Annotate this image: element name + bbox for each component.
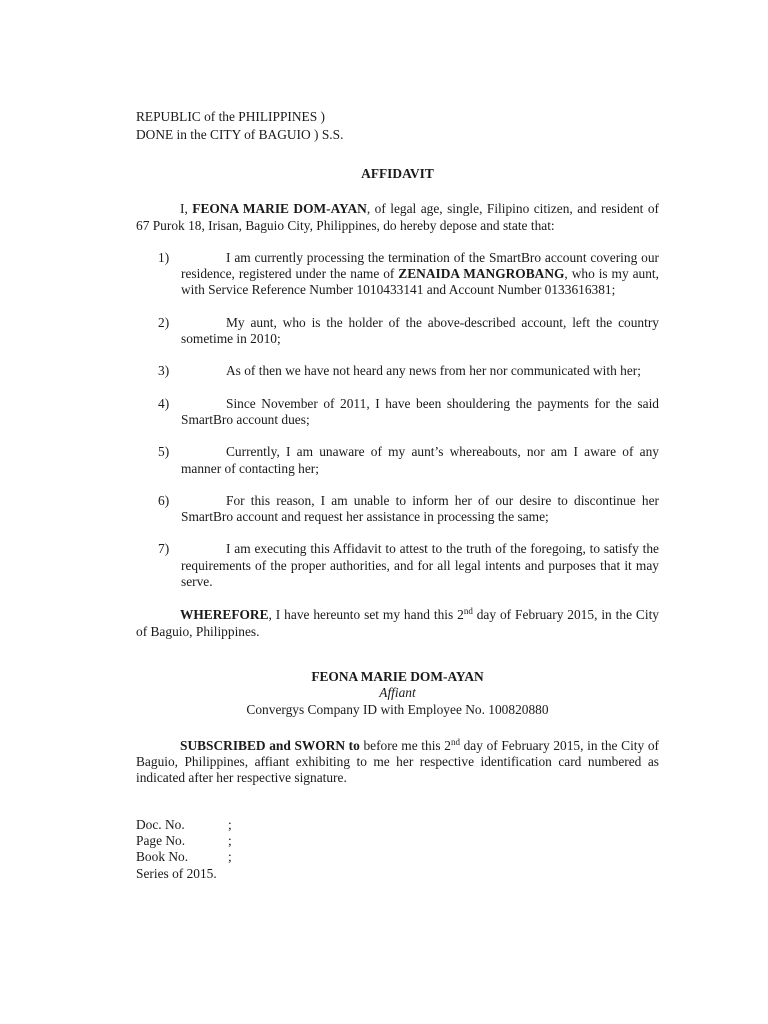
item-text: Since November of 2011, I have been shouldering the payments for the said SmartBro account dues; bbox=[181, 395, 659, 427]
book-number-label: Book No. bbox=[136, 849, 189, 865]
item-text: As of then we have not heard any news from her nor communicated with her; bbox=[226, 363, 641, 379]
affiant-name-inline: FEONA MARIE DOM-AYAN bbox=[192, 201, 367, 217]
item-number: 5) bbox=[158, 444, 170, 460]
account-holder-name: ZENAIDA MANGROBANG bbox=[398, 266, 565, 282]
intro-rest: , of legal age, single, Filipino citizen, and resident of 67 Purok 18, Irisan, Baguio City, Philippines, do hereby depose and state that: bbox=[136, 201, 659, 233]
venue-line-republic: REPUBLIC of the PHILIPPINES ) bbox=[136, 109, 325, 124]
affiant-name: FEONA MARIE DOM-AYAN bbox=[311, 668, 484, 684]
doc-number-label: Doc. No. bbox=[136, 816, 185, 832]
book-number-row bbox=[136, 849, 659, 865]
page-number-row bbox=[136, 833, 659, 849]
numbered-item-3 bbox=[136, 363, 659, 379]
document-title: AFFIDAVIT bbox=[361, 166, 434, 181]
numbered-item-6 bbox=[136, 493, 659, 526]
ordinal-suffix: nd bbox=[450, 736, 460, 747]
page-number-label: Page No. bbox=[136, 833, 186, 849]
intro-prefix: I, bbox=[180, 201, 193, 217]
doc-number-value: ; bbox=[228, 816, 232, 832]
item-number: 2) bbox=[158, 314, 170, 330]
page-number-value: ; bbox=[228, 833, 232, 849]
book-number-value: ; bbox=[228, 849, 232, 865]
venue-line-city: DONE in the CITY of BAGUIO ) S.S. bbox=[136, 127, 344, 142]
item-text: I am currently processing the termination of the SmartBro account covering our residence, registered under the name of ZENAIDA MANGROBANG, who is my aunt, with Service Reference Number 1010433141 and Account Number 0133616381; bbox=[181, 249, 660, 298]
item-number: 7) bbox=[158, 541, 170, 557]
affiant-id-line: Convergys Company ID with Employee No. 100820880 bbox=[246, 701, 549, 717]
wherefore-paragraph: WHEREFORE, I have hereunto set my hand this 2nd day of February 2015, in the City of Baguio, Philippines. bbox=[136, 606, 659, 639]
item-number: 1) bbox=[158, 249, 170, 265]
item-text: My aunt, who is the holder of the above-described account, left the country sometime in 2010; bbox=[181, 314, 659, 347]
affiant-role: Affiant bbox=[379, 685, 416, 701]
item-number: 3) bbox=[158, 363, 170, 379]
item-text: I am executing this Affidavit to attest to the truth of the foregoing, to satisfy the requirements of the proper authorities, and for all legal intents and purposes that it may serve. bbox=[181, 541, 659, 590]
numbered-item-1 bbox=[136, 250, 659, 299]
numbered-item-2 bbox=[136, 315, 659, 348]
venue-caption bbox=[136, 108, 659, 144]
wherefore-keyword: WHEREFORE bbox=[180, 607, 269, 623]
item-text: Currently, I am unaware of my aunt’s whereabouts, nor am I aware of any manner of contacting her; bbox=[181, 444, 659, 476]
affidavit-page bbox=[136, 108, 659, 882]
intro-paragraph bbox=[136, 201, 659, 234]
ordinal-suffix: nd bbox=[463, 606, 473, 617]
series-line: Series of 2015. bbox=[136, 865, 217, 881]
notarial-register bbox=[136, 817, 659, 882]
affiant-signature-block bbox=[136, 669, 659, 718]
doc-number-row bbox=[136, 817, 659, 833]
jurat-keyword: SUBSCRIBED and SWORN to bbox=[180, 737, 360, 753]
numbered-item-5 bbox=[136, 444, 659, 477]
numbered-item-4 bbox=[136, 396, 659, 429]
numbered-item-7 bbox=[136, 541, 659, 590]
jurat-paragraph: SUBSCRIBED and SWORN to before me this 2nd day of February 2015, in the City of Baguio, Philippines, affiant exhibiting to me her respective identification card numbered as indicated after her respective signature. bbox=[136, 736, 659, 786]
item-number: 4) bbox=[158, 395, 170, 411]
item-text: For this reason, I am unable to inform her of our desire to discontinue her SmartBro account and request her assistance in processing the same; bbox=[181, 492, 659, 525]
item-number: 6) bbox=[158, 492, 170, 508]
